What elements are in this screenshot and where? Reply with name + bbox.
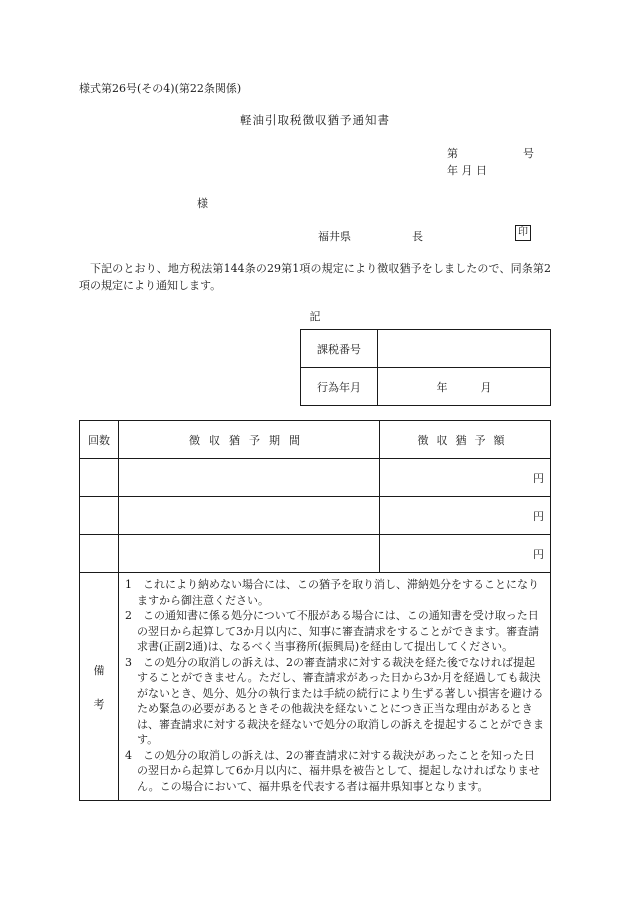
row-amount-cell[interactable]: 円 — [380, 535, 551, 573]
row-count-cell[interactable] — [80, 535, 119, 573]
number-go: 号 — [523, 147, 534, 160]
row-period-cell[interactable] — [119, 497, 380, 535]
header-count: 回数 — [80, 421, 119, 459]
number-dai: 第 — [447, 147, 458, 160]
act-date-year: 年 — [436, 380, 448, 394]
date-day: 日 — [476, 164, 487, 177]
date-line — [447, 162, 487, 178]
act-date-month: 月 — [480, 380, 492, 394]
remarks-label — [80, 573, 119, 801]
act-date-label: 行為年月 — [301, 368, 378, 406]
note-2: 2 この通知書に係る処分について不服がある場合には、この通知書を受け取った日の翌日から起算して3か月以内に、知事に審査請求をすることができます。審査請求書(正副2通)は、なるべく当事務所(振興局)を経由して提出してください。 — [125, 609, 540, 653]
body-text: 下記のとおり、地方税法第144条の29第1項の規定により徴収猶予をしましたので、同条第2項の規定により通知します。 — [79, 262, 551, 292]
ki-heading: 記 — [309, 310, 321, 323]
note-4: 4 この処分の取消しの訴えは、2の審査請求に対する裁決があったことを知った日の翌日から起算して6か月以内に、福井県を被告として、提起しなければなりません。この場合において、福井県を代表する者は福井県知事となります。 — [125, 748, 540, 793]
note-3: 3 この処分の取消しの訴えは、2の審査請求に対する裁決を経た後でなければ提起することができません。ただし、審査請求があった日から3か月を経過しても裁決がないとき、処分、処分の執行または手続の続行により生ずる著しい損害を避けるため緊急の必要があるときその他裁決を経ないことにつき正当な理由があるときは、審査請求に対する裁決を経ないで処分の取消しの訴えを提起することができます。 — [125, 655, 544, 746]
row-count-cell[interactable] — [80, 459, 119, 497]
header-period: 徴収猶予期間 — [119, 421, 380, 459]
document-title: 軽油引取税徴収猶予通知書 — [240, 113, 390, 127]
addressee-suffix: 様 — [197, 197, 208, 210]
row-amount-cell[interactable]: 円 — [380, 497, 551, 535]
row-count-cell[interactable] — [80, 497, 119, 535]
table-row — [80, 497, 551, 535]
issuer-prefecture: 福井県 — [318, 230, 351, 243]
form-number: 様式第26号(その4)(第22条関係) — [79, 82, 242, 95]
row-period-cell[interactable] — [119, 535, 380, 573]
header-amount: 徴収猶予額 — [380, 421, 551, 459]
document-number-line — [447, 145, 534, 161]
row-period-cell[interactable] — [119, 459, 380, 497]
remarks-notes — [119, 573, 551, 801]
seal-mark: 印 — [515, 225, 531, 241]
date-month: 月 — [461, 164, 473, 177]
deferment-table — [79, 420, 551, 801]
note-1: 1 これにより納めない場合には、この猶予を取り消し、滞納処分をすることになりますから御注意ください。 — [125, 578, 539, 607]
act-date-field[interactable] — [378, 368, 551, 406]
table-row — [80, 459, 551, 497]
row-amount-cell[interactable]: 円 — [380, 459, 551, 497]
issuer-head: 長 — [412, 230, 423, 243]
tax-number-label: 課税番号 — [301, 330, 378, 368]
date-year: 年 — [447, 164, 458, 177]
info-table — [300, 329, 551, 406]
table-row — [80, 535, 551, 573]
remarks-label-1: 備 — [93, 663, 105, 677]
tax-number-field[interactable] — [378, 330, 551, 368]
remarks-label-2: 考 — [93, 697, 105, 711]
